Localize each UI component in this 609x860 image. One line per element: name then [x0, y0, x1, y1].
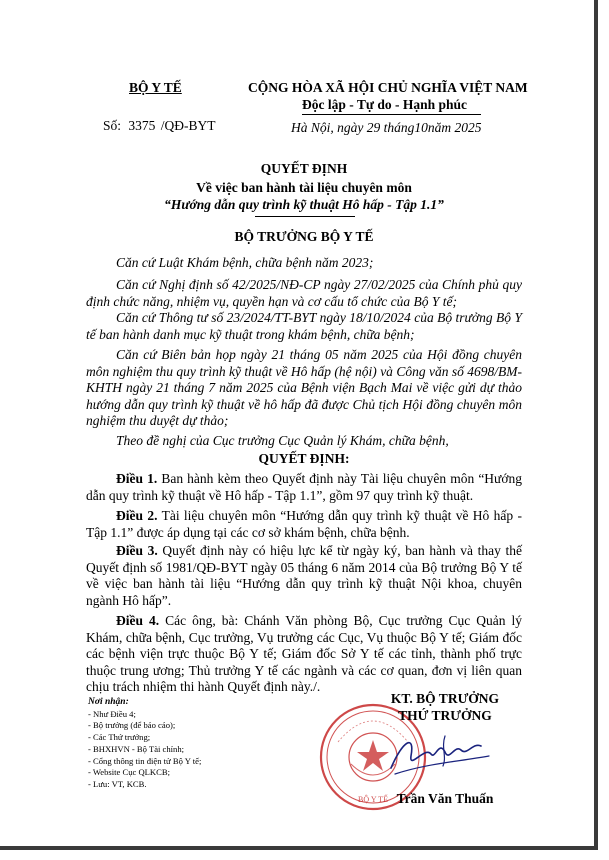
- article-3: [86, 543, 522, 609]
- article-2: [86, 508, 522, 541]
- preamble-4: Căn cứ Biên bản họp ngày 21 tháng 05 năm 2025 của Hội đồng chuyên môn nghiệm thu quy trình kỹ thuật về Hô hấp (hệ nội) và Công văn số 4698/BM-KHTH ngày 21 tháng 7 năm 2025 của Bệnh viện Bạch Mai về việc gửi dự thảo hướng dẫn quy trình kỹ thuật về hô hấp đã được Chủ tịch Hội đồng chuyên môn nghiệm thu duyệt dự thảo;: [86, 347, 522, 428]
- article-1-label: Điều 1.: [116, 471, 158, 486]
- recipient-item: - Như Điều 4;: [88, 708, 136, 719]
- seal-text: BỘ Y TẾ: [358, 795, 388, 804]
- recipient-item: - Website Cục QLKCB;: [88, 767, 170, 778]
- national-motto: Độc lập - Tự do - Hạnh phúc: [302, 97, 468, 112]
- recipient-item: - Bộ trưởng (để báo cáo);: [88, 720, 176, 731]
- recipient-item: - BHXHVN - Bộ Tài chính;: [88, 743, 185, 754]
- article-4: [86, 613, 522, 696]
- signer-title-1: KT. BỘ TRƯỞNG: [390, 691, 500, 706]
- article-3-text: Quyết định này có hiệu lực kể từ ngày ký, ban hành và thay thế Quyết định số 1981/QĐ-BYT ngày 05 tháng 6 năm 2014 của Bộ trưởng Bộ Y tế về việc ban hành tài liệu “Hướng dẫn quy trình kỹ thuật Nội khoa, chuyên ngành Hô hấp”.: [86, 543, 523, 608]
- handwritten-signature: [385, 726, 495, 784]
- number-suffix: /QĐ-BYT: [160, 118, 216, 133]
- decide-heading: QUYẾT ĐỊNH:: [258, 451, 350, 466]
- article-1-text: Ban hành kèm theo Quyết định này Tài liệu chuyên môn “Hướng dẫn quy trình kỹ thuật về Hô hấp - Tập 1.1”, gồm 97 quy trình kỹ thuật.: [86, 471, 523, 503]
- article-4-label: Điều 4.: [116, 613, 160, 628]
- article-1: [86, 471, 522, 504]
- authority-heading: BỘ TRƯỞNG BỘ Y TẾ: [234, 229, 374, 244]
- motto-underline: [302, 114, 481, 115]
- subject-line-2: “Hướng dẫn quy trình kỹ thuật Hô hấp - Tập 1.1”: [164, 197, 444, 212]
- signer-name: Trần Văn Thuấn: [396, 791, 494, 806]
- place-date: Hà Nội, ngày 29 tháng10năm 2025: [291, 120, 482, 135]
- ministry-name: BỘ Y TẾ: [129, 80, 182, 95]
- preamble-1: Căn cứ Luật Khám bệnh, chữa bệnh năm 2023;: [116, 255, 374, 270]
- signer-title-2: THỨ TRƯỞNG: [398, 708, 492, 723]
- recipients-heading: Nơi nhận:: [88, 697, 129, 707]
- preamble-2: Căn cứ Nghị định số 42/2025/NĐ-CP ngày 27/02/2025 của Chính phủ quy định chức năng, nhiệm vụ, quyền hạn và cơ cấu tổ chức của Bộ Y tế;: [86, 277, 522, 309]
- country-name: CỘNG HÒA XÃ HỘI CHỦ NGHĨA VIỆT NAM: [248, 80, 528, 95]
- recipient-item: - Các Thứ trưởng;: [88, 732, 151, 743]
- article-2-text: Tài liệu chuyên môn “Hướng dẫn quy trình kỹ thuật về Hô hấp - Tập 1.1” được áp dụng tại các cơ sở khám bệnh, chữa bệnh.: [86, 508, 522, 540]
- article-2-label: Điều 2.: [116, 508, 158, 523]
- article-3-label: Điều 3.: [116, 543, 158, 558]
- number-prefix: Số:: [103, 118, 122, 133]
- subject-line-1: Về việc ban hành tài liệu chuyên môn: [196, 180, 412, 195]
- document-type: QUYẾT ĐỊNH: [260, 161, 348, 176]
- recipients-block: [88, 697, 201, 791]
- preamble-3: Căn cứ Thông tư số 23/2024/TT-BYT ngày 18/10/2024 của Bộ trưởng Bộ Y tế ban hành danh mục kỹ thuật trong khám bệnh, chữa bệnh;: [86, 310, 522, 342]
- article-4-text: Các ông, bà: Chánh Văn phòng Bộ, Cục trưởng Cục Quản lý Khám, chữa bệnh, Cục trưởng, Vụ trưởng các Cục, Vụ thuộc Bộ Y tế; Giám đốc các bệnh viện trực thuộc Bộ Y tế; Giám đốc Sở Y tế các tỉnh, thành phố trực thuộc trung ương; Thủ trưởng Y tế các ngành và các cơ quan, đơn vị liên quan chịu trách nhiệm thi hành Quyết định này./.: [86, 613, 523, 694]
- recipient-item: - Cổng thông tin điện tử Bộ Y tế;: [88, 755, 202, 766]
- title-underline: [255, 216, 355, 217]
- number-value: 3375: [128, 118, 156, 133]
- preamble-5: Theo đề nghị của Cục trưởng Cục Quản lý Khám, chữa bệnh,: [116, 433, 449, 448]
- recipient-item: - Lưu: VT, KCB.: [88, 778, 147, 789]
- document-number: [103, 118, 216, 134]
